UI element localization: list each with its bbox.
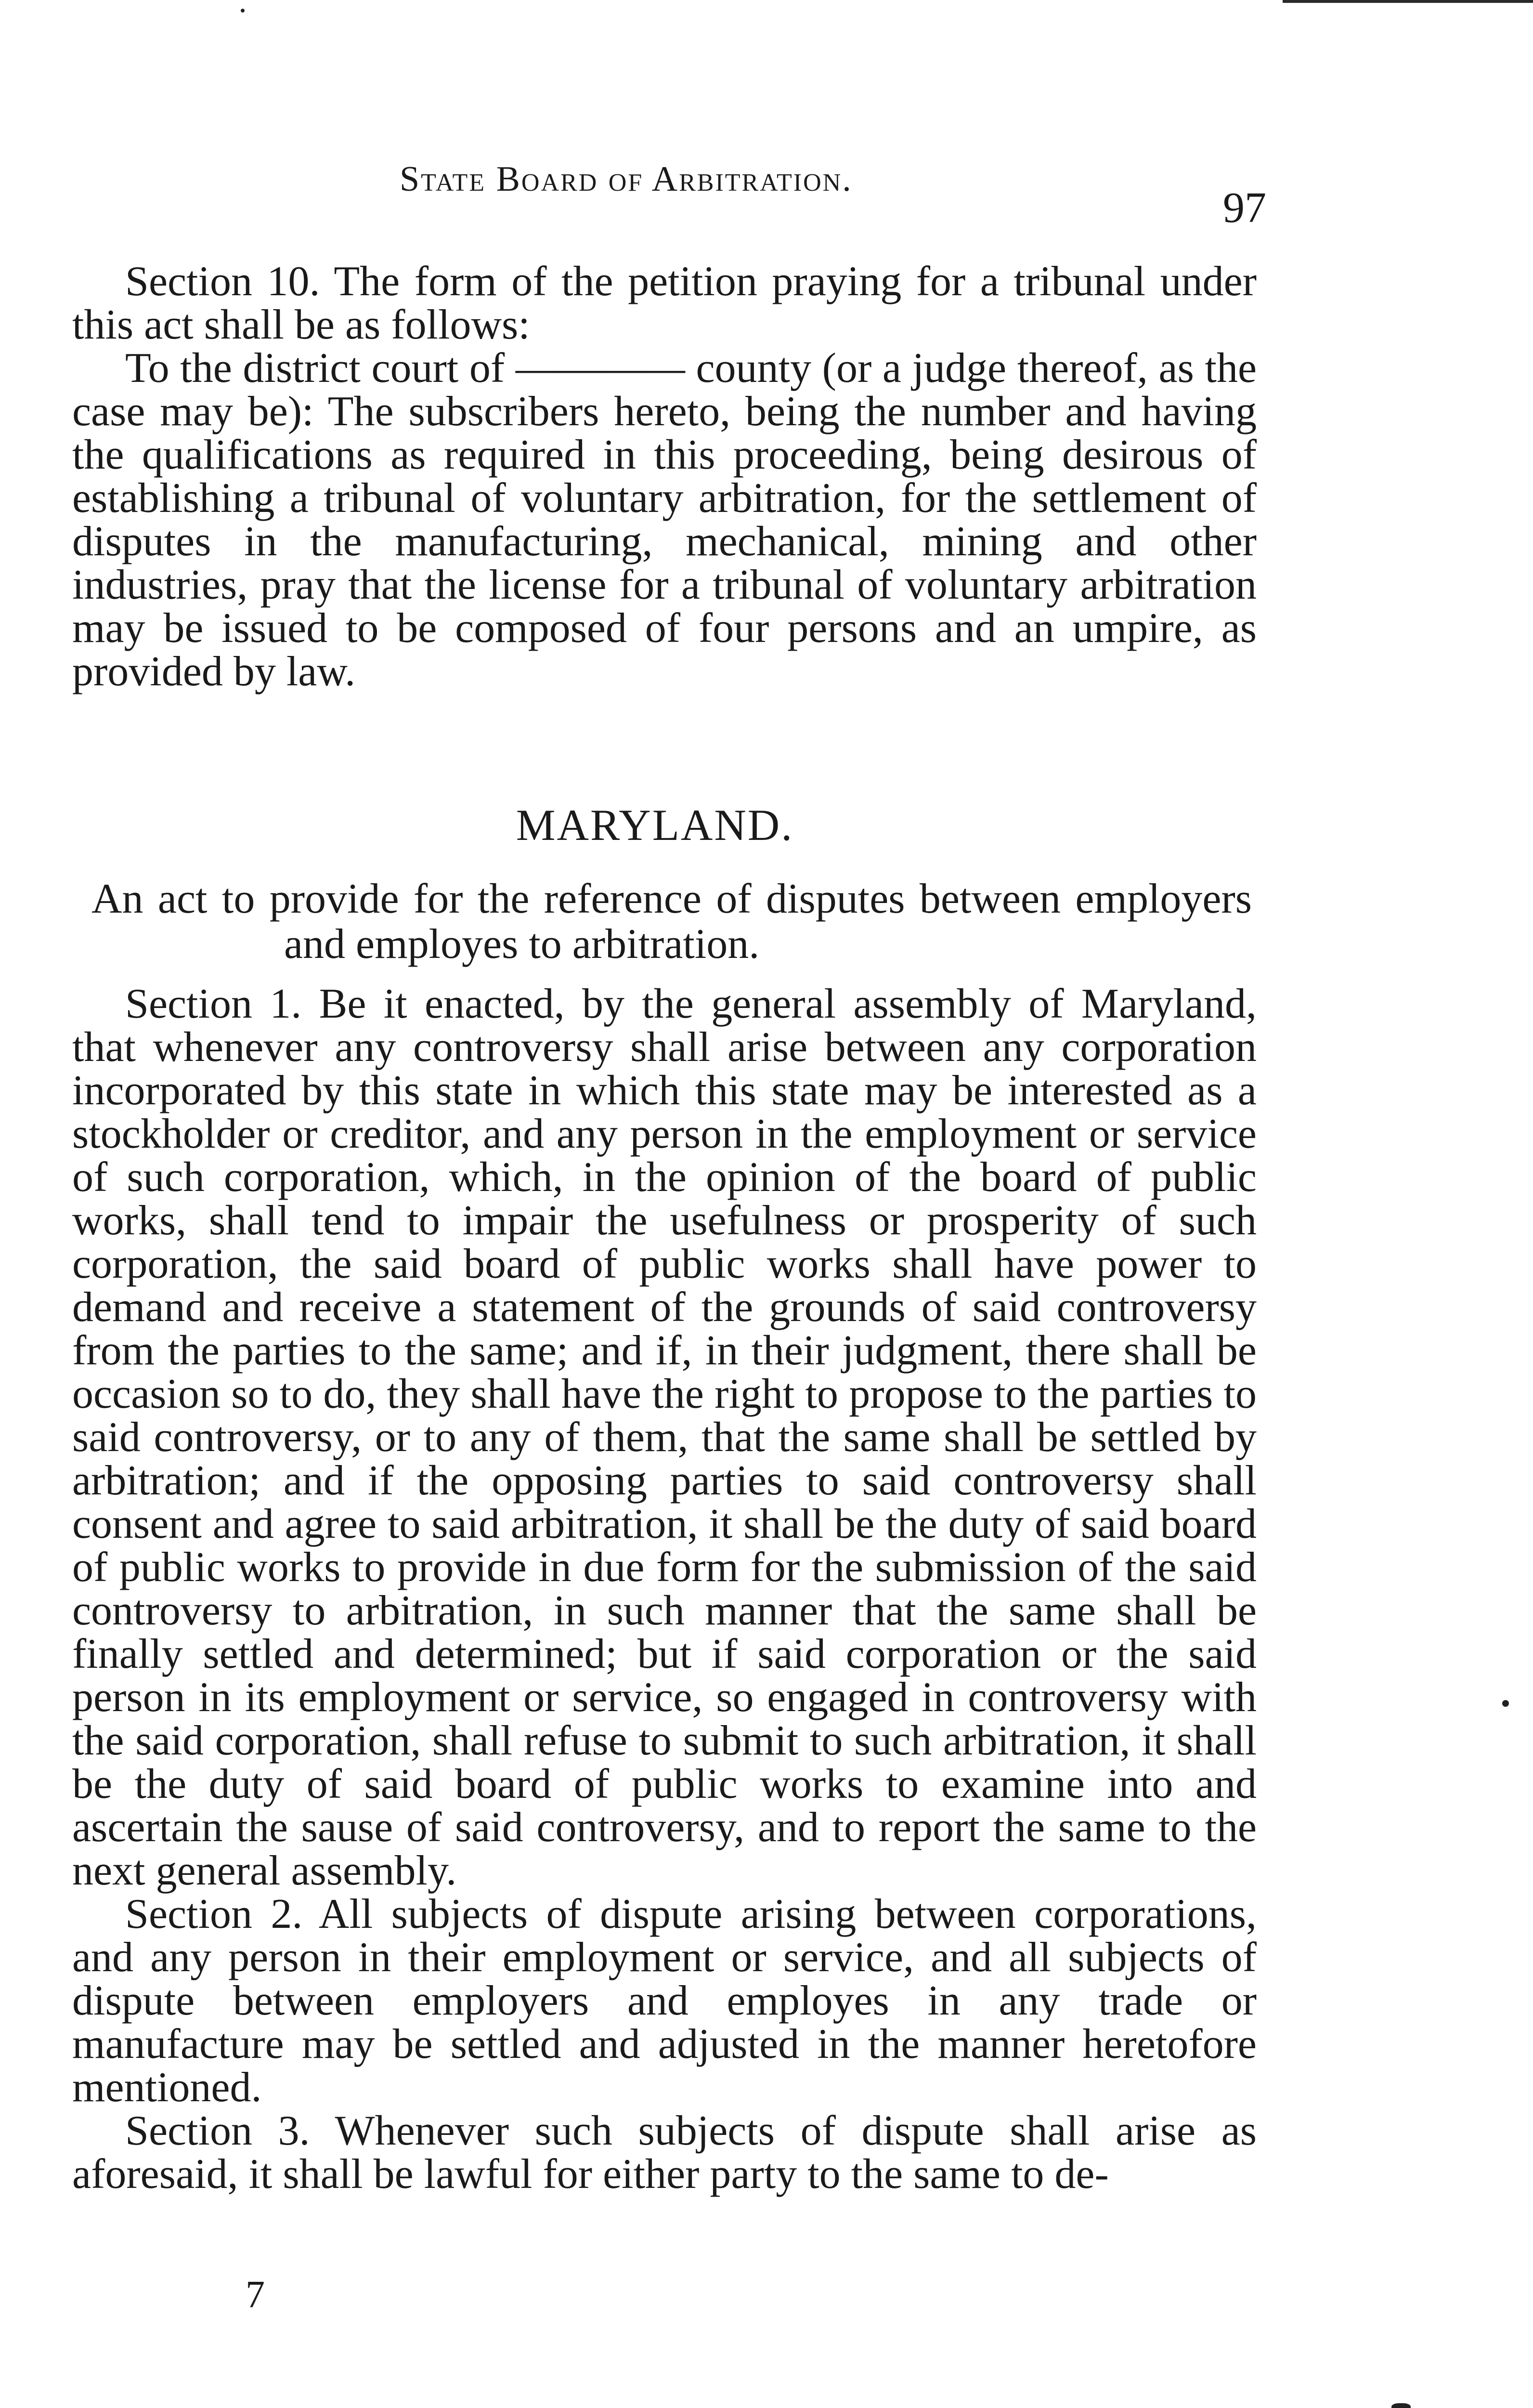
print-speck (1502, 1700, 1509, 1707)
signature-mark: 7 (246, 2274, 265, 2316)
section-1-paragraph: Section 1. Be it enacted, by the general assembly of Maryland, that whenever any controversy shall arise between any corporation incorporated by this state in which this state may be interested as a stockholder or creditor, and any person in the employment or service of such corporation, which, in the opinion of the board of public works, shall tend to impair the usefulness or prosperity of such corporation, the said board of public works shall have power to demand and receive a statement of the grounds of said controversy from the parties to the same; and if, in their judgment, there shall be occasion so to do, they shall have the right to propose to the parties to said controversy, or to any of them, that the same shall be settled by arbitration; and if the opposing parties to said controversy shall consent and agree to said arbitration, it shall be the duty of said board of public works to provide in due form for the submission of the said controversy to arbitration, in such manner that the same shall be finally settled and determined; but if said corporation or the said person in its employment or service, so engaged in controversy with the said corporation, shall refuse to submit to such arbitration, it shall be the duty of said board of public works to examine into and ascertain the sause of said controversy, and to report the same to the next general assembly. (72, 981, 1257, 1894)
print-speck (241, 9, 245, 13)
act-title-text: An act to provide for the reference of disputes between employers and employes to arbitration. (91, 876, 1252, 968)
section-2-paragraph: Section 2. All subjects of dispute arising between corporations, and any person in their employment or service, and all subjects of dispute between employers and employes in any trade or manufacture may be settled and adjusted in the manner heretofore mentioned. (72, 1891, 1257, 2111)
section-3-paragraph: Section 3. Whenever such subjects of dispute shall arise as aforesaid, it shall be lawful for either party to the same to de- (72, 2107, 1257, 2198)
page-number: 97 (1223, 184, 1266, 232)
colorado-petition-form (72, 260, 1257, 694)
petition-form-paragraph: To the district court of ———— county (or a judge thereof, as the case may be): The subscribers hereto, being the number and having the qualifications as required in this proceeding, being desirous of establishing a tribunal of voluntary arbitration, for the settlement of disputes in the manufacturing, mechanical, mining and other industries, pray that the license for a tribunal of voluntary arbitration may be issued to be composed of four persons and an umpire, as provided by law. (72, 345, 1257, 695)
print-speck (1391, 2403, 1411, 2408)
running-head: State Board of Arbitration. (400, 159, 853, 199)
maryland-act-body (72, 982, 1257, 2196)
section-10-paragraph: Section 10. The form of the petition praying for a tribunal under this act shall be as follows: (72, 258, 1257, 348)
act-title (91, 877, 1252, 967)
state-heading: MARYLAND. (516, 800, 794, 850)
top-edge-rule (1283, 0, 1533, 3)
